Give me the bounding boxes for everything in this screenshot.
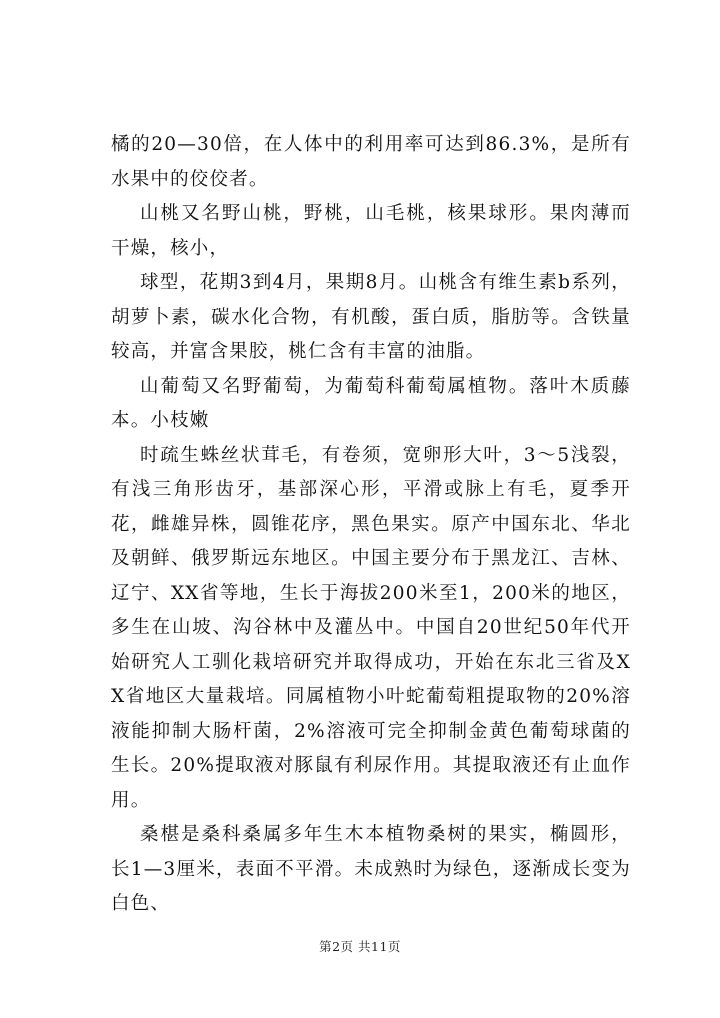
paragraph-5: 时疏生蛛丝状茸毛，有卷须，宽卵形大叶，3～5浅裂，有浅三角形齿牙，基部深心形，平滑或脉上有毛，夏季开花，雌雄异株，圆锥花序，黑色果实。原产中国东北、华北及朝鲜、俄罗斯远东地区。中国主要分布于黑龙江、吉林、辽宁、XX省等地，生长于海拔200米至1，200米的地区，多生在山坡、沟谷林中及灌丛中。中国自20世纪50年代开始研究人工驯化栽培研究并取得成功，开始在东北三省及XX省地区大量栽培。同属植物小叶蛇葡萄粗提取物的20%溶液能抑制大肠杆菌，2%溶液可完全抑制金黄色葡萄球菌的生长。20%提取液对豚鼠有利尿作用。其提取液还有止血作用。 (111, 444, 631, 811)
paragraph-2: 山桃又名野山桃，野桃，山毛桃，核果球形。果肉薄而干燥，核小， (111, 203, 631, 259)
paragraph-4: 山葡萄又名野葡萄，为葡萄科葡萄属植物。落叶木质藤本。小枝嫩 (111, 375, 631, 431)
paragraph-3: 球型，花期3到4月，果期8月。山桃含有维生素b系列，胡萝卜素，碳水化合物，有机酸，蛋白质，脂肪等。含铁量较高，并富含果胶，桃仁含有丰富的油脂。 (111, 272, 631, 362)
paragraph-6: 桑椹是桑科桑属多年生木本植物桑树的果实，椭圆形，长1—3厘米，表面不平滑。未成熟时为绿色，逐渐成长变为白色、 (111, 824, 631, 914)
body-text (111, 128, 631, 922)
paragraph-1: 橘的20—30倍，在人体中的利用率可达到86.3%，是所有水果中的佼佼者。 (111, 134, 631, 190)
page-number-footer: 第2页 共11页 (319, 939, 401, 954)
